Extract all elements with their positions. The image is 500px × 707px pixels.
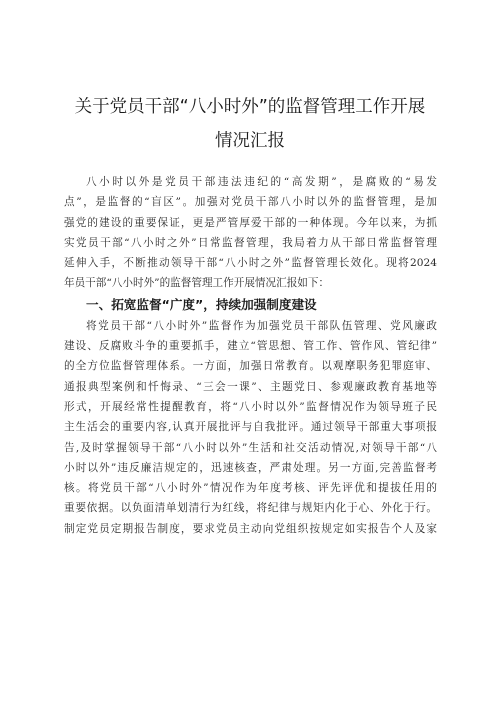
paragraph-2-line: 通报典型案例和忏悔录、“三会一课”、主题党日、参观廉政教育基地等 xyxy=(64,380,437,393)
paragraph-2-line: 建设、反腐败斗争的重要抓手，建立“管思想、管工作、管作风、管纪律” xyxy=(64,340,437,353)
paragraph-1-line: 八小时以外是党员干部违法违纪的“高发期”，是腐败的“易发 xyxy=(86,176,437,188)
document-title-line-2: 情况汇报 xyxy=(215,131,285,151)
paragraph-1-line: 年员干部“八小时外”的监督管理工作开展情况汇报如下： xyxy=(64,277,330,290)
paragraph-2-line: 的全方位监督管理体系。一方面，加强日常教育。以观摩职务犯罪庭审、 xyxy=(64,360,437,373)
document-body xyxy=(64,172,437,539)
paragraph-2-line: 制定党员定期报告制度，要求党员主动向党组织按规定如实报告个人及家 xyxy=(64,522,437,535)
paragraph-2-line: 重要依据。以负面清单划清行为红线，将纪律与规矩内化于心、外化于行。 xyxy=(64,502,437,515)
paragraph-2-line: 小时以外”违反廉洁规定的，迅速核查，严肃处理。另一方面,完善监督考 xyxy=(64,461,437,474)
paragraph-1-line: 实党员干部“八小时之外”日常监督管理，我局着力从干部日常监督管理 xyxy=(64,236,437,249)
paragraph-1-line: 点”，是监督的“盲区”。加强对党员干部八小时以外的监督管理，是加 xyxy=(64,196,437,209)
paragraph-2-line: 将党员干部“八小时外”监督作为加强党员干部队伍管理、党风廉政 xyxy=(86,319,437,332)
section-heading-1: 一、拓宽监督“广度”，持续加强制度建设 xyxy=(86,296,317,312)
document-title-line-1: 关于党员干部“八小时外”的监督管理工作开展 xyxy=(74,97,426,117)
paragraph-2-line: 核。将党员干部“八小时外”情况作为年度考核、评先评优和提拔任用的 xyxy=(64,482,437,495)
paragraph-2-line: 告,及时掌握领导干部“八小时以外”生活和社交活动情况,对领导干部“八 xyxy=(64,441,437,454)
paragraph-1-line: 延伸入手，不断推动领导干部“八小时之外”监督管理长效化。现将2024 xyxy=(64,257,437,270)
paragraph-1-line: 强党的建设的重要保证，更是严管厚爱干部的一种体现。今年以来，为抓 xyxy=(64,216,437,229)
paragraph-2-line: 形式，开展经常性提醒教育，将“八小时以外”监督情况作为领导班子民 xyxy=(64,400,437,413)
paragraph-2-line: 主生活会的重要内容,认真开展批评与自我批评。通过领导干部重大事项报 xyxy=(64,421,437,434)
